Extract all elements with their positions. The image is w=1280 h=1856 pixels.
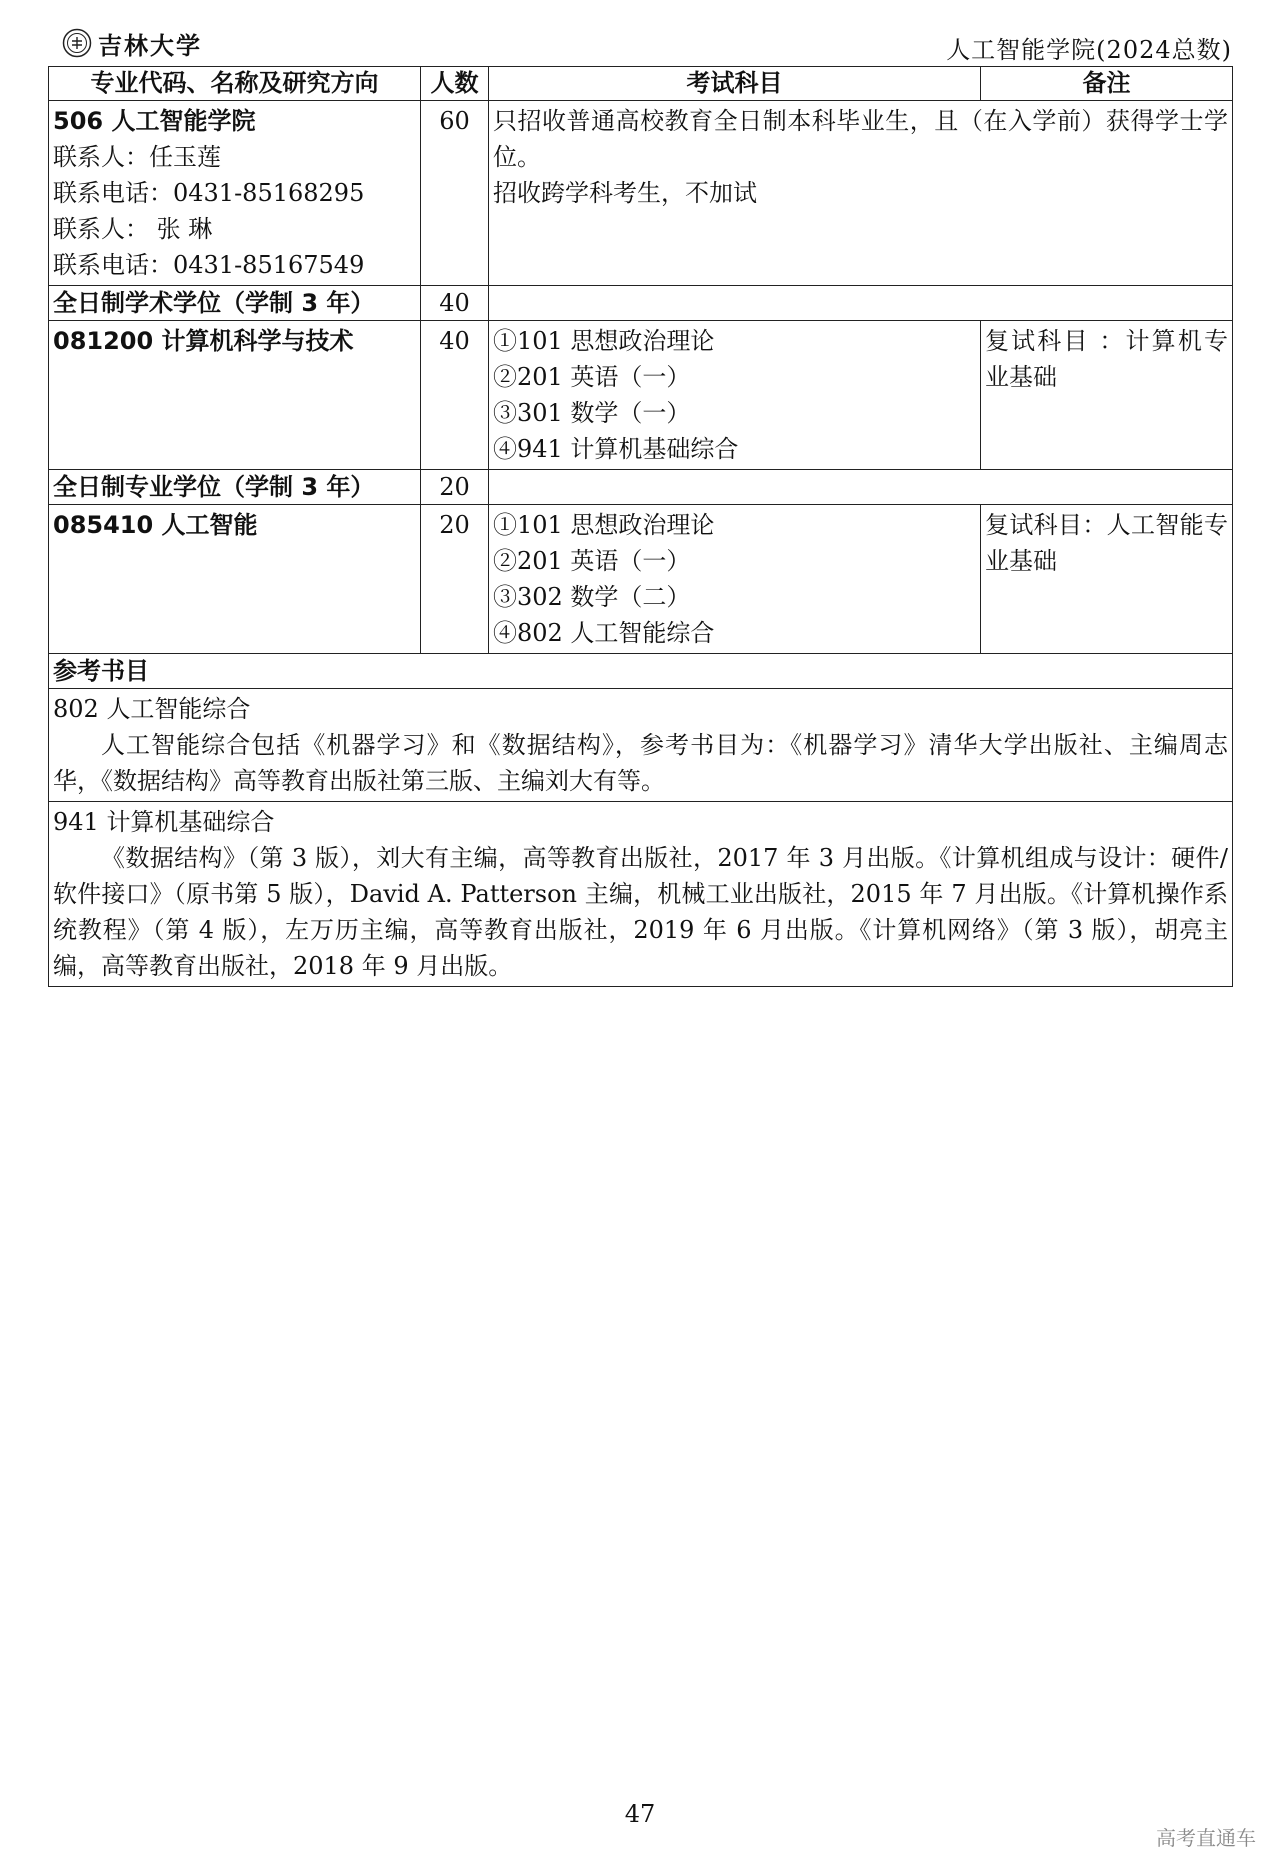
section-empty-cell	[489, 286, 1233, 321]
school-info-cell	[49, 101, 421, 286]
col-header-major: 专业代码、名称及研究方向	[49, 67, 421, 101]
references-heading-row	[49, 654, 1233, 689]
admission-table	[48, 66, 1233, 987]
running-head: 人工智能学院(2024总数)	[946, 36, 1232, 64]
program-row	[49, 321, 1233, 470]
exam-subject: ④941 计算机基础综合	[493, 435, 739, 463]
contact-line: 联系人：任玉莲	[53, 143, 221, 171]
program-name: 081200 计算机科学与技术	[49, 321, 421, 470]
section-row	[49, 286, 1233, 321]
reference-block-row	[49, 689, 1233, 802]
section-empty-cell	[489, 470, 1233, 505]
reference-title: 802 人工智能综合	[53, 695, 251, 723]
program-count: 40	[421, 321, 489, 470]
reference-block	[49, 802, 1233, 987]
school-name: 506 人工智能学院	[53, 107, 256, 135]
logo-text: 吉林大学	[98, 30, 202, 60]
section-count: 40	[421, 286, 489, 321]
page-number: 47	[624, 1800, 656, 1828]
exam-subject: ③302 数学（二）	[493, 583, 691, 611]
section-row	[49, 470, 1233, 505]
program-remark: 复试科目：人工智能专业基础	[981, 505, 1233, 654]
school-row	[49, 101, 1233, 286]
reference-text: 《数据结构》（第 3 版），刘大有主编，高等教育出版社，2017 年 3 月出版。《计算机组成与设计：硬件/软件接口》（原书第 5 版），David A. Patterson 主编，机械工业出版社，2015 年 7 月出版。《计算机操作系统教程》（第 4 版），左万历主编，高等教育出版社，2019 年 6 月出版。《计算机网络》（第 3 版），胡亮主编，高等教育出版社，2018 年 9 月出版。	[53, 844, 1228, 980]
contact-line: 联系电话：0431-85168295	[53, 179, 365, 207]
reference-block-row	[49, 802, 1233, 987]
school-count: 60	[421, 101, 489, 286]
exam-subject: ②201 英语（一）	[493, 363, 691, 391]
watermark: 高考直通车	[1156, 1826, 1256, 1850]
program-row	[49, 505, 1233, 654]
table-header-row	[49, 67, 1233, 101]
section-count: 20	[421, 470, 489, 505]
reference-text: 人工智能综合包括《机器学习》和《数据结构》，参考书目为：《机器学习》清华大学出版社、主编周志华，《数据结构》高等教育出版社第三版、主编刘大有等。	[53, 731, 1228, 795]
school-notes-cell	[489, 101, 1233, 286]
exam-subject: ②201 英语（一）	[493, 547, 691, 575]
reference-title: 941 计算机基础综合	[53, 808, 275, 836]
exam-subject: ④802 人工智能综合	[493, 619, 715, 647]
section-title: 全日制专业学位（学制 3 年）	[49, 470, 421, 505]
program-subjects-cell	[489, 321, 981, 470]
school-note: 只招收普通高校教育全日制本科毕业生，且（在入学前）获得学士学位。	[493, 107, 1228, 171]
program-remark: 复试科目 ：计算机专业基础	[981, 321, 1233, 470]
contact-line: 联系电话：0431-85167549	[53, 251, 365, 279]
col-header-subjects: 考试科目	[489, 67, 981, 101]
university-logo	[62, 26, 202, 60]
program-subjects-cell	[489, 505, 981, 654]
col-header-count: 人数	[421, 67, 489, 101]
references-heading: 参考书目	[49, 654, 1233, 689]
school-note: 招收跨学科考生，不加试	[493, 179, 757, 207]
university-seal-icon	[62, 28, 92, 58]
contact-line: 联系人： 张 琳	[53, 215, 213, 243]
exam-subject: ①101 思想政治理论	[493, 327, 715, 355]
exam-subject: ③301 数学（一）	[493, 399, 691, 427]
exam-subject: ①101 思想政治理论	[493, 511, 715, 539]
program-name: 085410 人工智能	[49, 505, 421, 654]
program-count: 20	[421, 505, 489, 654]
section-title: 全日制学术学位（学制 3 年）	[49, 286, 421, 321]
reference-block	[49, 689, 1233, 802]
col-header-remarks: 备注	[981, 67, 1233, 101]
